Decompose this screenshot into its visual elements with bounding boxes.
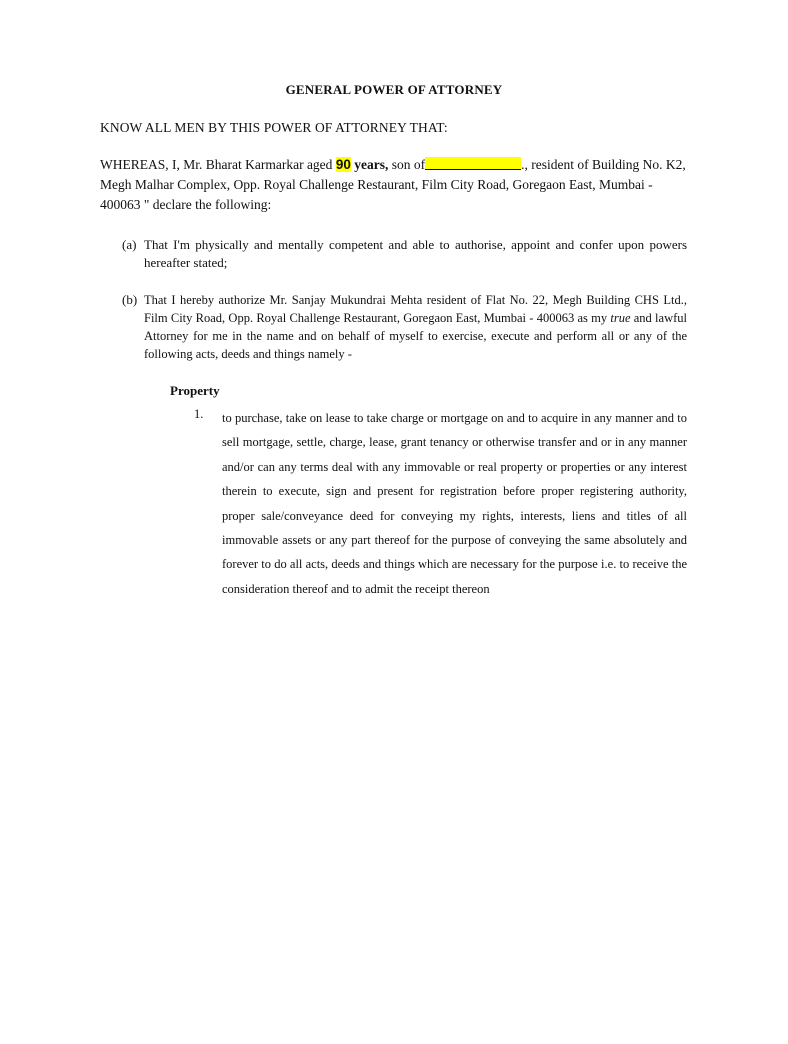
age-unit: years, (350, 157, 389, 172)
whereas-text-3: ., resident of Building No. K2, Megh Malhar Complex, Opp. Royal Challenge Restaurant, Film City Road, Goregaon East, Mumbai - 400063 " declare the following: (100, 157, 686, 212)
whereas-paragraph (100, 155, 690, 215)
item-text: to purchase, take on lease to take charge or mortgage on and to acquire in any manner and to sell mortgage, settle, charge, lease, grant tenancy or otherwise transfer and or in any manner and/or can any terms deal with any immovable or real property or properties or any interest therein to execute, sign and present for registration before proper registering authority, proper sale/conveyance deed for conveying my rights, interests, liens and titles of all immovable assets or any part thereof for the purpose of conveying the same absolutely and forever to do all acts, deeds and things which are necessary for the purpose i.e. to receive the consideration thereof and to admit the receipt thereon (222, 411, 687, 596)
clause-text-part: and lawful Attorney for me in the name and on behalf of myself to exercise, execute and perform all or any of the following acts, deeds and things namely - (144, 311, 687, 361)
clause-text: That I'm physically and mentally competent and able to authorise, appoint and confer upon powers hereafter stated; (144, 237, 687, 270)
clause-text (144, 291, 687, 363)
father-name-blank (425, 157, 521, 170)
intro-line: KNOW ALL MEN BY THIS POWER OF ATTORNEY THAT: (100, 120, 448, 135)
document-title: GENERAL POWER OF ATTORNEY (285, 82, 503, 97)
age-number: 90 (335, 157, 351, 172)
section-heading: Property (170, 383, 220, 398)
clause-a (122, 236, 687, 272)
clause-b (122, 291, 687, 363)
whereas-text-1: WHEREAS, I, Mr. Bharat Karmarkar aged (100, 157, 336, 172)
clause-text-part: That I hereby authorize Mr. Sanjay Mukundrai Mehta resident of Flat No. 22, Megh Building CHS Ltd., Film City Road, Opp. Royal Challenge Restaurant, Goregaon East, Mumbai - 400063 as my (144, 293, 687, 325)
clause-italic-word: true (610, 311, 631, 325)
clause-label: (b) (122, 292, 138, 307)
whereas-text-2: son of (388, 157, 426, 172)
item-number: 1. (194, 407, 204, 421)
clause-label: (a) (122, 237, 137, 252)
